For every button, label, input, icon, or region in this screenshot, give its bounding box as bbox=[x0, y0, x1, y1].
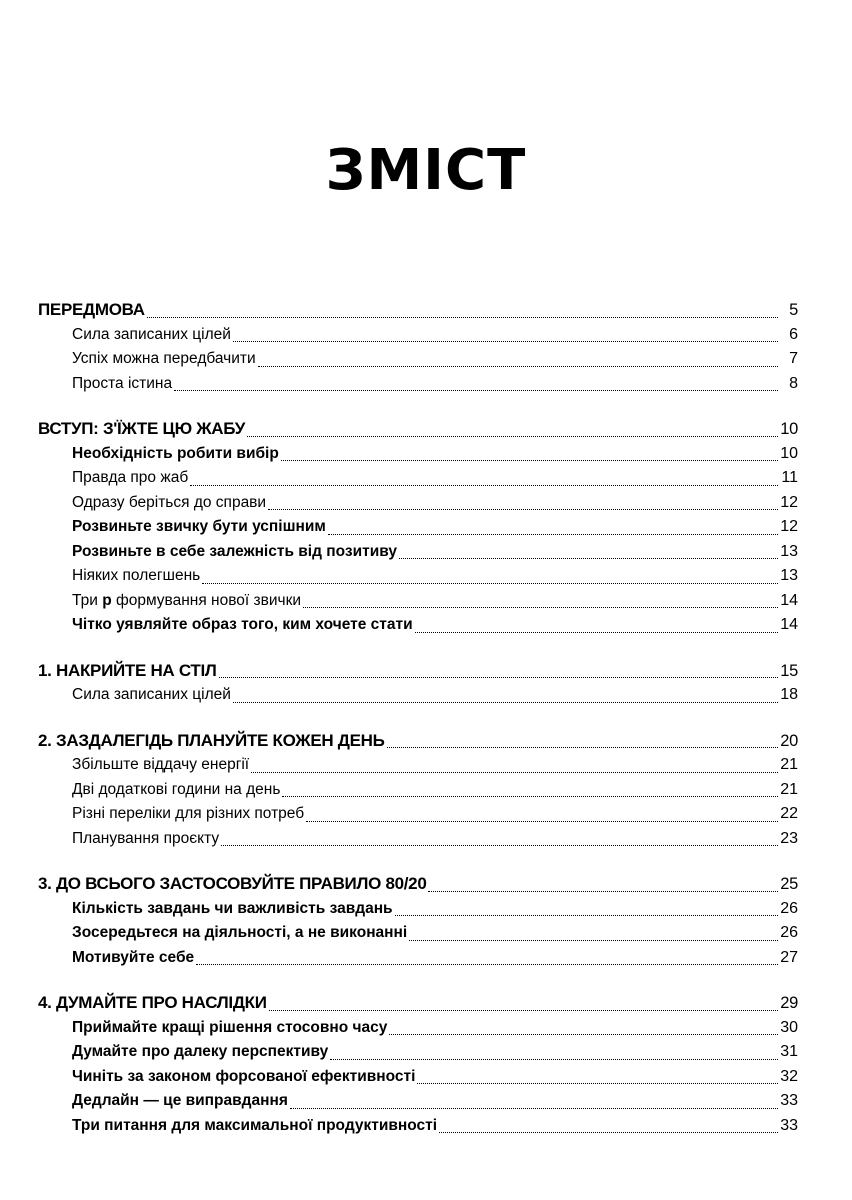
toc-entry-label: Розвиньте звичку бути успішним bbox=[72, 518, 326, 535]
toc-entry[interactable] bbox=[38, 897, 798, 922]
toc-entry[interactable] bbox=[38, 564, 798, 589]
toc-heading[interactable] bbox=[38, 659, 798, 684]
toc-entry[interactable] bbox=[38, 683, 798, 708]
dot-leader bbox=[330, 1059, 778, 1060]
toc-page-number: 23 bbox=[780, 829, 798, 847]
toc-entry-label: Три питання для максимальної продуктивності bbox=[72, 1116, 438, 1134]
toc-page-number: 31 bbox=[780, 1043, 798, 1060]
toc-entry[interactable] bbox=[38, 540, 798, 565]
toc-entry-label: Дві додаткові години на день bbox=[72, 780, 281, 798]
toc-page-number: 20 bbox=[780, 731, 798, 750]
toc-section-chapter-4 bbox=[38, 991, 798, 1138]
toc-heading-label: 1. НАКРИЙТЕ НА СТІЛ bbox=[38, 660, 217, 680]
toc-section-chapter-1 bbox=[38, 659, 798, 708]
toc-entry-label: Зосередьтеся на діяльності, а не виконанні bbox=[72, 924, 408, 941]
toc-page-number: 13 bbox=[780, 542, 798, 560]
toc-entry-label: Різні переліки для різних потреб bbox=[72, 805, 305, 822]
toc-page-number: 10 bbox=[780, 444, 798, 462]
dot-leader bbox=[395, 915, 778, 916]
dot-leader bbox=[258, 366, 778, 367]
toc-entry[interactable] bbox=[38, 589, 798, 614]
toc-page-number: 8 bbox=[789, 374, 798, 392]
toc-entry[interactable] bbox=[38, 946, 798, 971]
toc-entry-label-bold: р bbox=[102, 591, 112, 609]
page-title: ЗМІСТ bbox=[325, 138, 527, 203]
dot-leader bbox=[409, 940, 778, 941]
toc-heading[interactable] bbox=[38, 729, 798, 754]
dot-leader bbox=[233, 702, 778, 703]
dot-leader bbox=[387, 747, 778, 748]
toc-entry[interactable] bbox=[38, 372, 798, 397]
toc-entry[interactable] bbox=[38, 778, 798, 803]
toc-page-number: 13 bbox=[780, 567, 798, 584]
toc-entry[interactable] bbox=[38, 1040, 798, 1065]
toc-entry-label: Приймайте кращі рішення стосовно часу bbox=[72, 1018, 388, 1036]
dot-leader bbox=[196, 964, 778, 965]
toc-page-number: 29 bbox=[780, 994, 798, 1012]
dot-leader bbox=[251, 772, 778, 773]
toc-heading-label: 2. ЗАЗДАЛЕГІДЬ ПЛАНУЙТЕ КОЖЕН ДЕНЬ bbox=[38, 730, 385, 750]
toc-heading[interactable] bbox=[38, 872, 798, 897]
toc-entry[interactable] bbox=[38, 827, 798, 852]
toc-page-number: 32 bbox=[780, 1067, 798, 1085]
dot-leader bbox=[428, 891, 778, 892]
toc-entry-label: Сила записаних цілей bbox=[72, 325, 231, 343]
dot-leader bbox=[174, 390, 778, 391]
toc-page-number: 7 bbox=[789, 350, 798, 367]
toc-heading-label: ВСТУП: З'ЇЖТЕ ЦЮ ЖАБУ bbox=[38, 419, 246, 438]
toc-entry[interactable] bbox=[38, 1114, 798, 1139]
toc-entry[interactable] bbox=[38, 802, 798, 827]
toc-entry-label-part: формування нової звички bbox=[111, 591, 302, 609]
toc-page-number: 12 bbox=[780, 493, 798, 511]
dot-leader bbox=[268, 509, 778, 510]
dot-leader bbox=[202, 583, 778, 584]
toc-heading-label: 3. ДО ВСЬОГО ЗАСТОСОВУЙТЕ ПРАВИЛО 80/20 bbox=[38, 874, 427, 893]
toc-entry-label: Ніяких полегшень bbox=[72, 567, 201, 584]
toc-entry[interactable] bbox=[38, 466, 798, 491]
toc-heading[interactable] bbox=[38, 417, 798, 442]
dot-leader bbox=[303, 607, 778, 608]
toc-page-number: 6 bbox=[789, 325, 798, 343]
toc-entry[interactable] bbox=[38, 1089, 798, 1114]
toc-page-number: 14 bbox=[780, 616, 798, 633]
dot-leader bbox=[415, 632, 778, 633]
toc-page-number: 14 bbox=[780, 591, 798, 609]
toc-entry[interactable] bbox=[38, 347, 798, 372]
dot-leader bbox=[328, 534, 778, 535]
dot-leader bbox=[219, 677, 778, 678]
toc-page-number: 10 bbox=[780, 420, 798, 438]
dot-leader bbox=[399, 558, 778, 559]
dot-leader bbox=[306, 821, 778, 822]
toc-entry-label: Розвиньте в себе залежність від позитиву bbox=[72, 542, 398, 560]
toc-page-number: 5 bbox=[789, 301, 798, 319]
toc-page-number: 26 bbox=[780, 899, 798, 917]
toc-entry-label: Необхідність робити вибір bbox=[72, 444, 279, 462]
toc-heading-label: ПЕРЕДМОВА bbox=[38, 300, 145, 319]
toc-page-number: 11 bbox=[781, 469, 798, 486]
toc-heading[interactable] bbox=[38, 298, 798, 323]
dot-leader bbox=[389, 1034, 778, 1035]
toc-page-number: 18 bbox=[780, 686, 798, 703]
toc-entry[interactable] bbox=[38, 515, 798, 540]
toc-page-number: 26 bbox=[780, 924, 798, 941]
toc-page-number: 33 bbox=[780, 1092, 798, 1109]
toc-entry-label bbox=[72, 589, 301, 614]
toc-entry-label: Правда про жаб bbox=[72, 469, 189, 486]
toc-page-number: 30 bbox=[780, 1018, 798, 1036]
dot-leader bbox=[233, 341, 778, 342]
toc-entry[interactable] bbox=[38, 1065, 798, 1090]
toc-entry-label: Дедлайн — це виправдання bbox=[72, 1092, 288, 1109]
toc-heading[interactable] bbox=[38, 991, 798, 1016]
dot-leader bbox=[417, 1083, 778, 1084]
toc-entry[interactable] bbox=[38, 442, 798, 467]
table-of-contents bbox=[38, 298, 798, 1159]
toc-page-number: 21 bbox=[780, 756, 798, 773]
toc-entry-label-part: Три bbox=[72, 591, 103, 609]
toc-entry-label: Планування проєкту bbox=[72, 829, 220, 847]
toc-entry-label: Успіх можна передбачити bbox=[72, 350, 256, 367]
dot-leader bbox=[190, 485, 778, 486]
dot-leader bbox=[439, 1132, 778, 1133]
toc-page-number: 21 bbox=[780, 780, 798, 798]
toc-entry-label: Чітко уявляйте образ того, ким хочете стати bbox=[72, 616, 413, 633]
toc-section-chapter-3 bbox=[38, 872, 798, 970]
toc-entry[interactable] bbox=[38, 491, 798, 516]
dot-leader bbox=[221, 845, 778, 846]
toc-page-number: 22 bbox=[780, 805, 798, 822]
toc-entry[interactable] bbox=[38, 921, 798, 946]
dot-leader bbox=[269, 1010, 778, 1011]
toc-entry-label: Сила записаних цілей bbox=[72, 686, 231, 703]
toc-page-number: 25 bbox=[780, 875, 798, 893]
toc-entry-label: Одразу беріться до справи bbox=[72, 493, 267, 511]
dot-leader bbox=[247, 436, 778, 437]
toc-heading-label: 4. ДУМАЙТЕ ПРО НАСЛІДКИ bbox=[38, 993, 267, 1012]
dot-leader bbox=[147, 317, 778, 318]
toc-entry[interactable] bbox=[38, 1016, 798, 1041]
toc-page-number: 15 bbox=[780, 661, 798, 680]
toc-entry-label: Проста істина bbox=[72, 374, 173, 392]
toc-page-number: 27 bbox=[780, 948, 798, 966]
dot-leader bbox=[290, 1108, 778, 1109]
toc-section-intro bbox=[38, 417, 798, 638]
toc-entry[interactable] bbox=[38, 613, 798, 638]
toc-section-preface bbox=[38, 298, 798, 396]
toc-entry-label: Думайте про далеку перспективу bbox=[72, 1043, 329, 1060]
toc-entry[interactable] bbox=[38, 753, 798, 778]
toc-entry-label: Мотивуйте себе bbox=[72, 948, 195, 966]
toc-page-number: 12 bbox=[780, 518, 798, 535]
dot-leader bbox=[281, 460, 778, 461]
toc-entry-label: Збільште віддачу енергії bbox=[72, 756, 250, 773]
dot-leader bbox=[282, 796, 778, 797]
toc-section-chapter-2 bbox=[38, 729, 798, 852]
toc-entry[interactable] bbox=[38, 323, 798, 348]
toc-page-number: 33 bbox=[780, 1116, 798, 1134]
toc-entry-label: Кількість завдань чи важливість завдань bbox=[72, 899, 393, 917]
toc-entry-label: Чиніть за законом форсованої ефективності bbox=[72, 1067, 416, 1085]
